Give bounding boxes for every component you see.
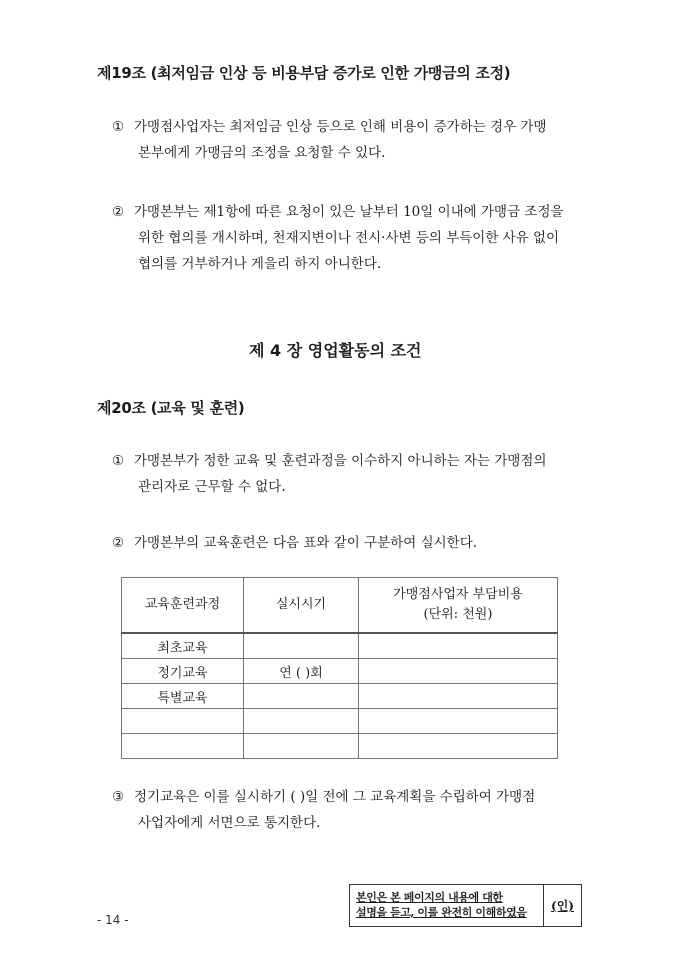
table-cell-timing	[244, 684, 359, 709]
confirmation-statement	[350, 885, 544, 926]
table-cell-course: 특별교육	[122, 684, 244, 709]
paragraph-text: 정기교육은 이를 실시하기 ( )일 전에 그 교육계획을 수립하여 가맹점	[134, 789, 536, 805]
paragraph-text: 가맹본부가 정한 교육 및 훈련과정을 이수하지 아니하는 자는 가맹점의	[134, 453, 547, 469]
table-cell-timing: 연 ( )회	[244, 659, 359, 684]
header-cost-unit: (단위: 천원)	[423, 607, 493, 622]
article-19-paragraph-1	[112, 114, 547, 166]
table-cell-course	[122, 709, 244, 734]
table-row	[122, 659, 558, 684]
article-19-paragraph-2	[112, 199, 564, 277]
table-header-row	[122, 578, 558, 634]
table-row	[122, 684, 558, 709]
confirmation-box	[349, 884, 582, 927]
header-course: 교육훈련과정	[122, 578, 244, 634]
table-cell-course	[122, 734, 244, 759]
confirmation-line: 본인은 본 페이지의 내용에 대한	[356, 891, 503, 904]
paragraph-number: ①	[112, 453, 125, 469]
paragraph-number: ①	[112, 119, 125, 135]
paragraph-text: 가맹본부는 제1항에 따른 요청이 있은 날부터 10일 이내에 가맹금 조정을	[134, 204, 564, 220]
chapter-title: 제 4 장 영업활동의 조건	[249, 341, 422, 360]
table-cell-cost	[359, 659, 558, 684]
table-cell-cost	[359, 684, 558, 709]
header-timing: 실시시기	[244, 578, 359, 634]
training-table	[121, 577, 558, 759]
paragraph-text: 본부에게 가맹금의 조정을 요청할 수 있다.	[138, 145, 386, 161]
paragraph-text: 가맹점사업자는 최저임금 인상 등으로 인해 비용이 증가하는 경우 가맹	[134, 119, 547, 135]
table-cell-course: 최초교육	[122, 633, 244, 659]
table-row	[122, 709, 558, 734]
paragraph-number: ③	[112, 789, 125, 805]
paragraph-text: 협의를 거부하거나 게을리 하지 아니한다.	[138, 256, 382, 272]
paragraph-text: 위한 협의를 개시하며, 천재지변이나 전시·사변 등의 부득이한 사유 없이	[138, 230, 560, 246]
table-row	[122, 734, 558, 759]
article-20-title: 제20조 (교육 및 훈련)	[97, 399, 245, 417]
paragraph-text: 관리자로 근무할 수 없다.	[138, 479, 286, 495]
table-cell-cost	[359, 633, 558, 659]
paragraph-text: 가맹본부의 교육훈련은 다음 표와 같이 구분하여 실시한다.	[134, 535, 478, 551]
article-20-paragraph-3	[112, 784, 535, 836]
confirmation-line: 설명을 듣고, 이를 완전히 이해하였음	[356, 906, 527, 919]
table-cell-timing	[244, 734, 359, 759]
header-cost	[359, 578, 558, 634]
paragraph-number: ②	[112, 535, 125, 551]
paragraph-number: ②	[112, 204, 125, 220]
seal-field[interactable]: (인)	[551, 899, 574, 913]
table-cell-timing	[244, 709, 359, 734]
article-20-paragraph-1	[112, 448, 547, 500]
table-cell-timing	[244, 633, 359, 659]
header-cost-title: 가맹점사업자 부담비용	[393, 587, 523, 602]
table-cell-cost	[359, 709, 558, 734]
article-20-paragraph-2	[112, 530, 477, 556]
table-row	[122, 633, 558, 659]
table-cell-cost	[359, 734, 558, 759]
table-cell-course: 정기교육	[122, 659, 244, 684]
page-number: - 14 -	[97, 913, 129, 927]
article-19-title: 제19조 (최저임금 인상 등 비용부담 증가로 인한 가맹금의 조정)	[97, 64, 511, 82]
paragraph-text: 사업자에게 서면으로 통지한다.	[138, 815, 321, 831]
